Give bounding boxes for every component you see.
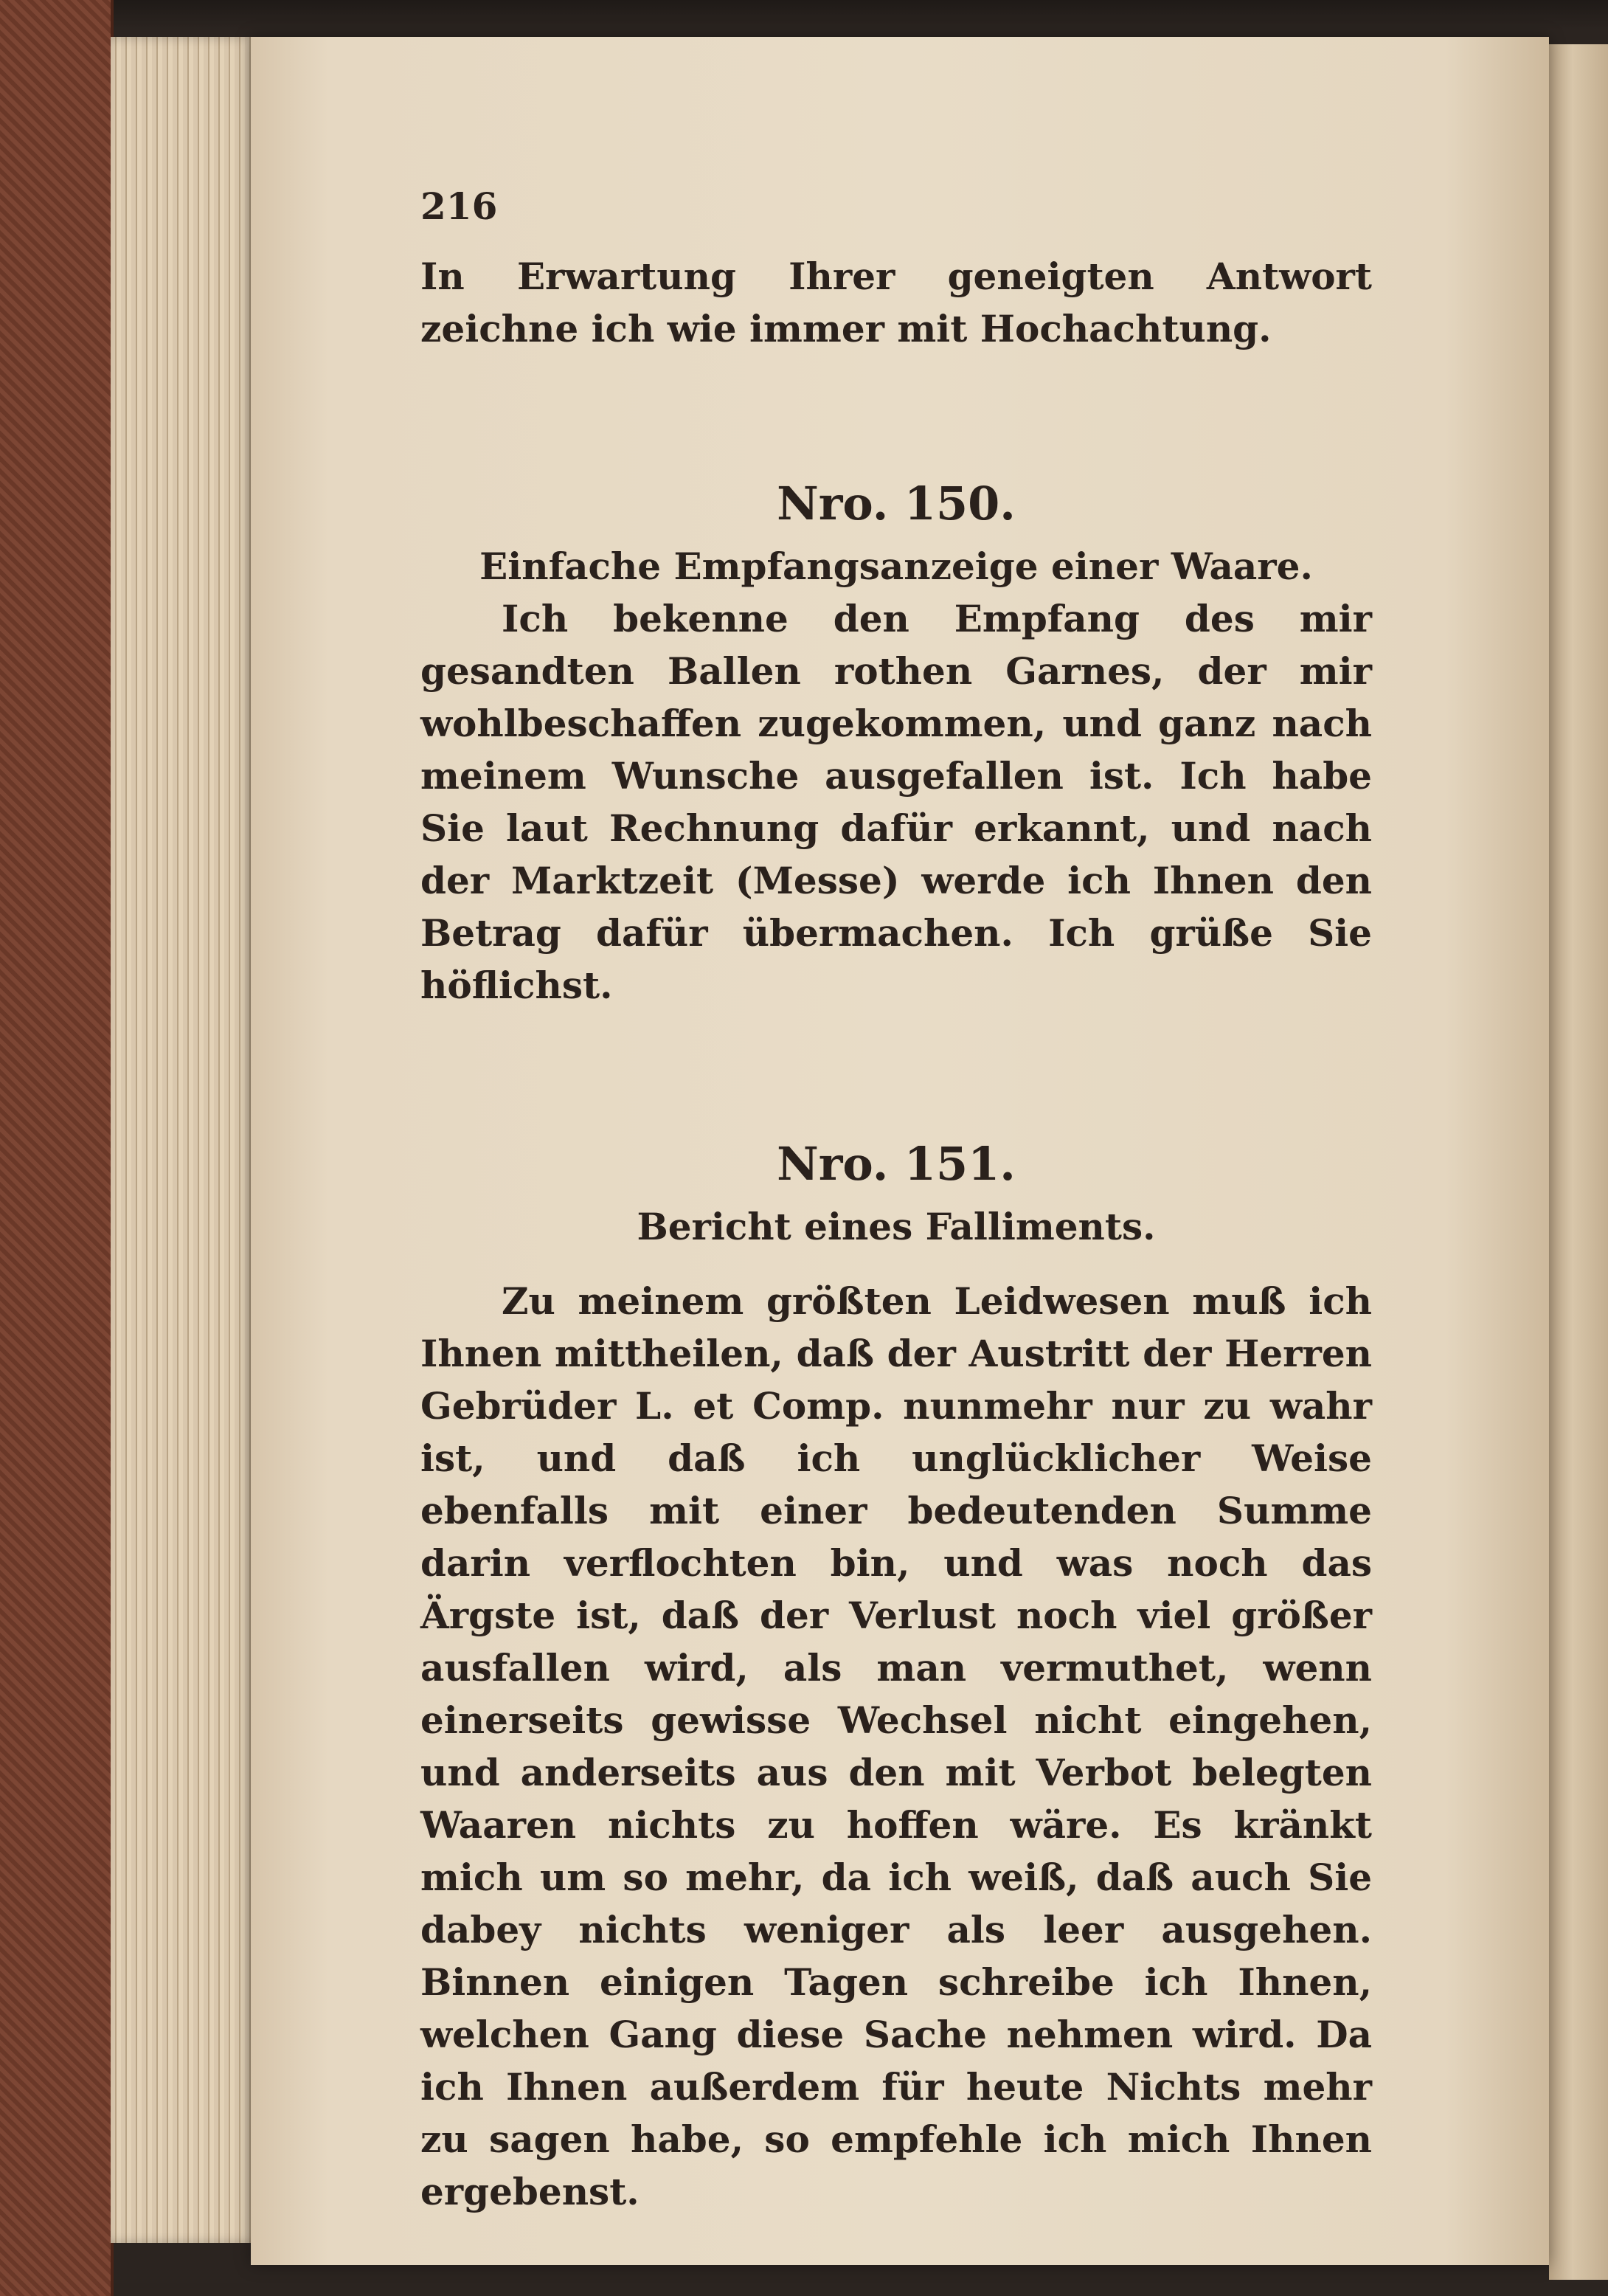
section-number-prefix: Nro.: [777, 1137, 889, 1191]
section-heading-151: [420, 1137, 1372, 1191]
section-title-150: Einfache Empfangsanzeige einer Waare.: [479, 544, 1313, 588]
page-content: [420, 184, 1372, 2218]
facing-page-edge: [1549, 44, 1608, 2280]
book-page: [251, 37, 1549, 2265]
book-cover-spine: [0, 0, 114, 2296]
intro-paragraph: In Erwartung Ihrer geneigten Antwort zeichne ich wie immer mit Hochachtung.: [420, 255, 1372, 350]
section-body-151: Zu meinem größten Leidwesen muß ich Ihnen mittheilen, daß der Austritt der Herren Gebrüder L. et Comp. nunmehr nur zu wahr ist, und daß ich unglücklicher Weise ebenfalls mit einer bedeutenden Summe darin verflochten bin, und was noch das Ärgste ist, daß der Verlust noch viel größer ausfallen wird, als man vermuthet, wenn einerseits gewisse Wechsel nicht eingehen, und anderseits aus den mit Verbot belegten Waaren nichts zu hoffen wäre. Es kränkt mich um so mehr, da ich weiß, daß auch Sie dabey nichts weniger als leer ausgehen. Binnen einigen Tagen schreibe ich Ihnen, welchen Gang diese Sache nehmen wird. Da ich Ihnen außerdem für heute Nichts mehr zu sagen habe, so empfehle ich mich Ihnen ergebenst.: [420, 1279, 1372, 2213]
page-edges: [111, 37, 258, 2243]
section-number: 150.: [904, 477, 1016, 530]
section-number: 151.: [904, 1137, 1016, 1191]
section-body-150: Ich bekenne den Empfang des mir gesandten Ballen rothen Garnes, der mir wohlbeschaffen zugekommen, und ganz nach meinem Wunsche ausgefallen ist. Ich habe Sie laut Rechnung dafür erkannt, und nach der Marktzeit (Messe) werde ich Ihnen den Betrag dafür übermachen. Ich grüße Sie höflichst.: [420, 597, 1372, 1007]
section-number-prefix: Nro.: [777, 477, 889, 530]
section-heading-150: [420, 477, 1372, 530]
book-top-shadow: [0, 0, 1608, 30]
page-number: 216: [420, 184, 498, 228]
section-title-151: Bericht eines Falliments.: [637, 1205, 1156, 1248]
